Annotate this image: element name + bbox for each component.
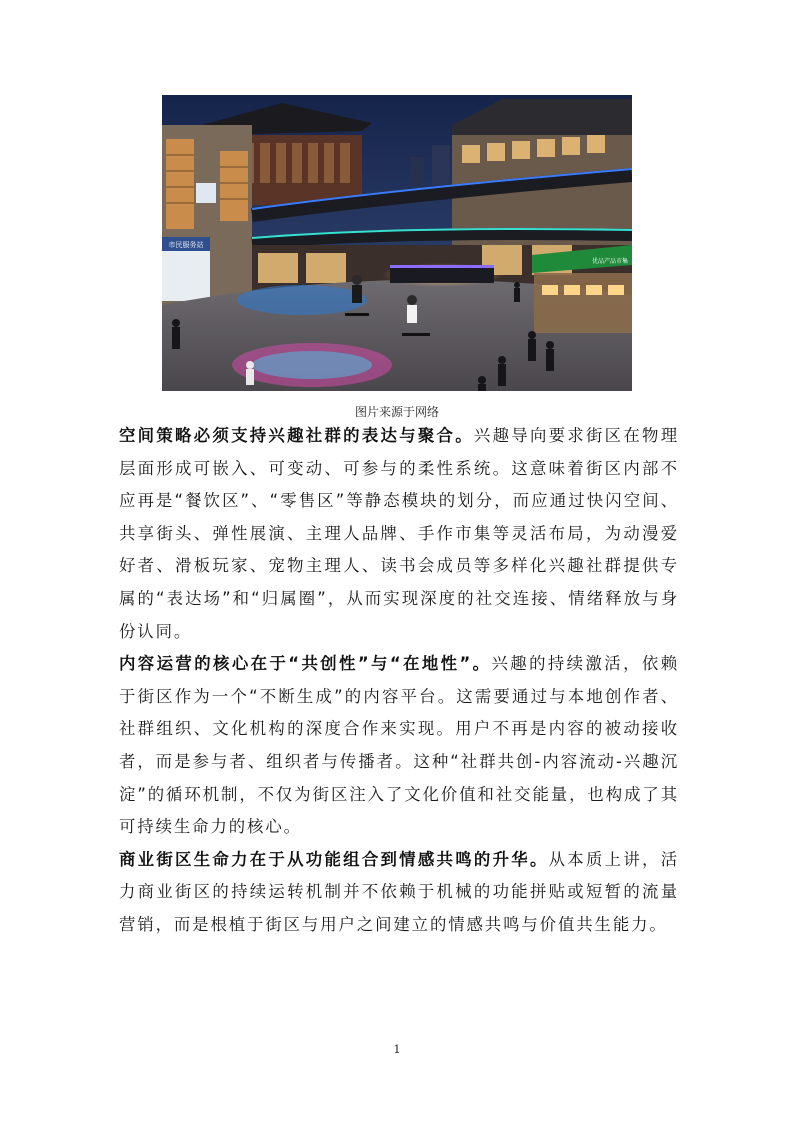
paragraph	[119, 648, 679, 844]
paragraph-body: 兴趣的持续激活，依赖于街区作为一个“不断生成”的内容平台。这需要通过与本地创作者、社群组织、文化机构的深度合作来实现。用户不再是内容的被动接收者，而是参与者、组织者与传播者。这种“社群共创-内容流动-兴趣沉淀”的循环机制，不仅为街区注入了文化价值和社交能量，也构成了其可持续生命力的核心。	[119, 654, 679, 837]
service-center-sign: 市民服务站	[168, 241, 204, 249]
paragraph	[119, 420, 679, 648]
paragraph	[119, 844, 679, 942]
figure-caption: 图片来源于网络	[354, 405, 439, 419]
page-number: 1	[393, 1043, 401, 1056]
paragraph-lead: 商业街区生命力在于从功能组合到情感共鸣的升华。	[119, 849, 549, 869]
paragraph-body: 兴趣导向要求街区在物理层面形成可嵌入、可变动、可参与的柔性系统。这意味着街区内部不应再是“餐饮区”、“零售区”等静态模块的划分，而应通过快闪空间、共享街头、弹性展演、主理人品牌、手作市集等灵活布局，为动漫爱好者、滑板玩家、宠物主理人、读书会成员等多样化兴趣社群提供专属的“表达场”和“归属圈”，从而实现深度的社交连接、情绪释放与身份认同。	[119, 426, 679, 641]
street-plaza-photo	[162, 95, 632, 391]
paragraph-lead: 空间策略必须支持兴趣社群的表达与聚合。	[119, 426, 474, 445]
market-stall-sign: 优品产品市集	[591, 258, 629, 265]
paragraph-lead: 内容运营的核心在于“共创性”与“在地性”。	[119, 654, 492, 674]
paragraph-body: 从本质上讲，活力商业街区的持续运转机制并不依赖于机械的功能拼贴或短暂的流量营销，而是根植于街区与用户之间建立的情感共鸣与价值共生能力。	[119, 849, 679, 934]
article-body	[119, 420, 679, 942]
